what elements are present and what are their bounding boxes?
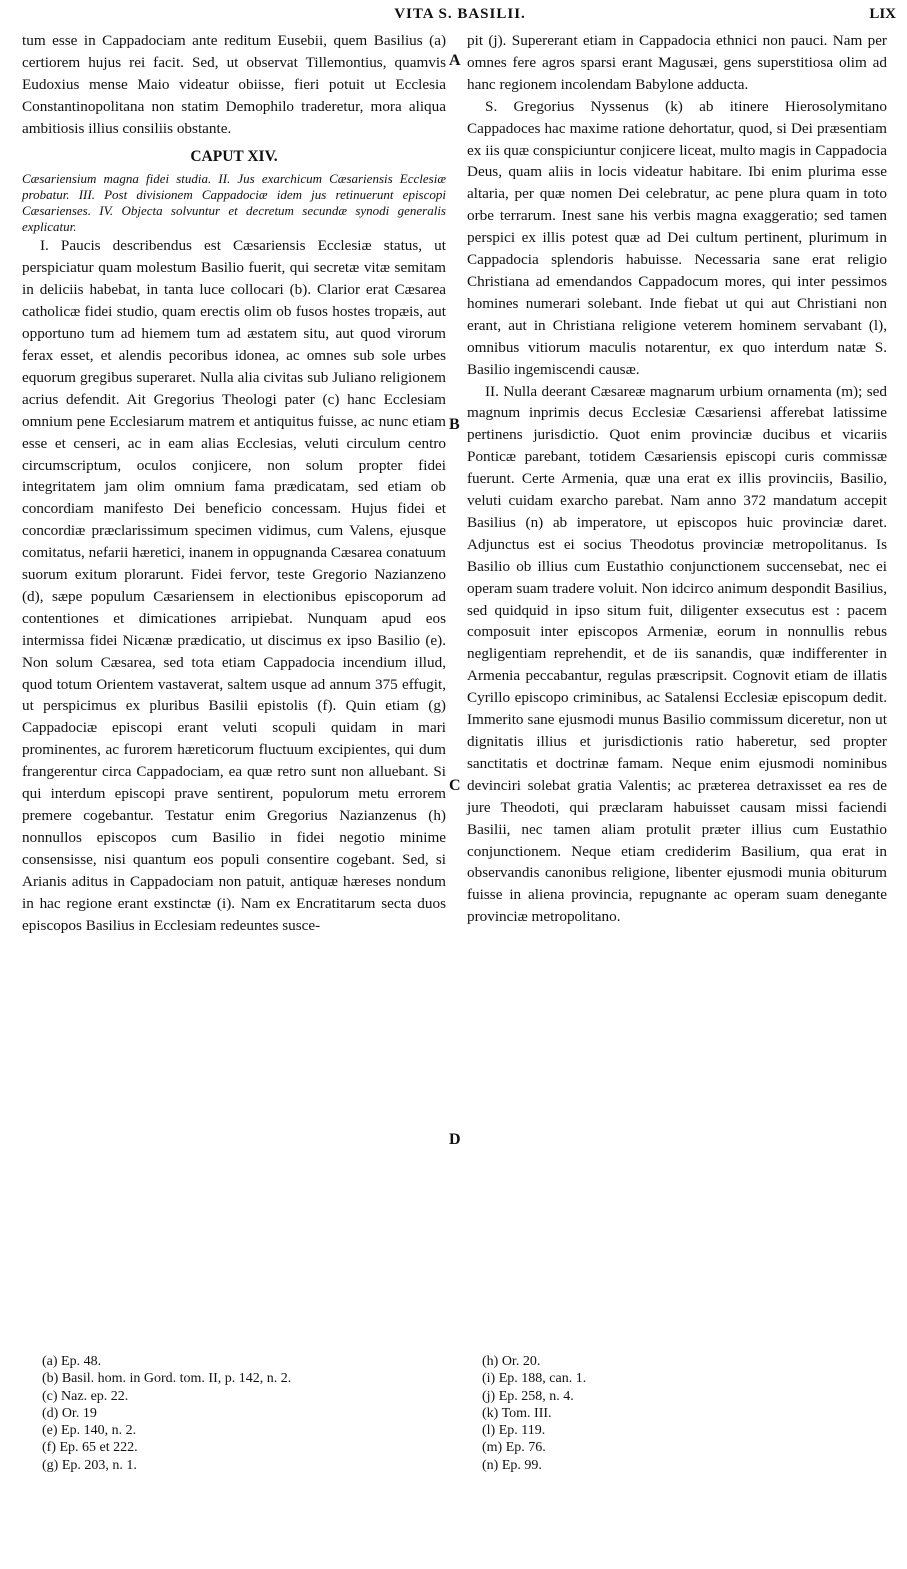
margin-letter-c: C — [449, 777, 461, 794]
footnote: (c) Naz. ep. 22. — [42, 1388, 129, 1404]
footnote: (f) Ep. 65 et 222. — [42, 1440, 138, 1456]
running-title: VITA S. BASILII. — [394, 6, 526, 22]
margin-letter-b: B — [449, 416, 460, 433]
footnotes-left — [42, 1353, 422, 1474]
footnote: (m) Ep. 76. — [482, 1440, 546, 1456]
footnote: (l) Ep. 119. — [482, 1423, 546, 1439]
right-column — [467, 30, 887, 928]
footnote: (h) Or. 20. — [482, 1354, 541, 1369]
margin-letter-a: A — [449, 52, 461, 69]
page-header — [22, 4, 898, 30]
left-paragraph-1: I. Paucis describendus est Cæsariensis Ecclesiæ status, ut perspiciatur quam molestum Basilio fuerit, qui secretæ vitæ semitam in deliciis habebat, in tanta luce collocari (b). Clarior erat Cæsarea catholicæ fidei studio, quam erectis olim ob fusos hostes tropæis, aut opportuno tum ad hiemem tum ad æstatem situ, aut quod virorum ferax esset, et alendis pecoribus idonea, ac omnes sub sole urbes equorum gregibus superaret. Nulla alia civitas sub Juliano religionem acrius defendit. Ait Gregorius Theologi pater (c) hanc Ecclesiam omnium pene Ecclesiarum matrem et antiquitus fuisse, ac nunc etiam esse et censeri, ac in eam alias Ecclesias, veluti circulum centro circumscriptum, oculos conjicere, non solum propter fidei integritatem jam olim omnium fama prædicatam, sed etiam ob concordiam manifesto Dei beneficio concessam. Hujus fidei et concordiæ præclarissimum specimen vidimus, cum Valens, ejusque comitatus, nefarii hæretici, inanem in oppugnanda Cæsarea conatuum suorum exitum plorarunt. Fidei fervor, teste Gregorio Nazianzeno (d), sæpe populum Cæsariensem in electionibus episcoporum ad contentiones et dimicationes arripiebat. Nunquam apud eos intermissa fidei Nicænæ prædicatio, ut discimus ex ipso Basilio (e). Non solum Cæsarea, sed tota etiam Cappadocia incendium illud, quod totum Orientem vastaverat, saltem usque ad annum 375 effugit, ut perspicimus ex pluribus Basilii epistolis (f). Quin etiam (g) Cappadociæ episcopi erant veluti scopuli quidam in mari prominentes, ac furorem hæreticorum fluctuum excipientes, qui dum frangerentur circa Cappadociam, ea quæ retro sunt non alluebant. Si qui interdum episcopi prave sentirent, populorum metu errorem premere cogebantur. Testatur enim Gregorius Nazianzenus (h) nonnullos episcopos cum Basilio in fidei negotio minime consensisse, nisi quantum eos populi consentire cogebant. Sed, si Arianis aditus in Cappadociam non patuit, antiquæ hæreses nondum in hac regione erant exstinctæ (i). Nam ex Encratitarum secta duos episcopos Basilius in Ecclesiam redeuntes susce- — [22, 237, 446, 934]
right-paragraph-1: S. Gregorius Nyssenus (k) ab itinere Hierosolymitano Cappadoces hac maxime ratione dehortatur, quod, si Dei præsentiam ex iis quæ conspiciuntur conjicere liceat, multo magis in Cappadocia Deus, quam aliis in locis videatur habitare. Ibi enim plurima esse altaria, per quæ nomen Dei celebratur, ac pene plura quam in toto orbe terrarum. Inest sane his verbis magna exaggeratio; sed tamen perspici ex illis potest quæ ad Dei cultum pertinent, plurimum in Cappadocia splendoris habuisse. Necessaria sane erat religio Christiana ad emendandos Cappadocum mores, qui inter pessimos homines numerari solebant. Inde fiebat ut qui aut Christiani non erant, aut in Christiana religione veterem hominem servabant (l), omnibus vitiorum maculis notarentur, ex quo interdum natæ S. Basilio ingemiscendi causæ. — [467, 97, 887, 378]
right-paragraph-2: II. Nulla deerant Cæsareæ magnarum urbium ornamenta (m); sed magnum inprimis decus Ecclesiæ Cæsariensi afferebat latissime pertinens jurisdictio. Quot enim provinciæ ducibus et vicariis Ponticæ parebant, totidem Cæsariensis episcopi curis commissæ fuerunt. Certe Armenia, quæ una erat ex illis provinciis, Basilio, veluti cuidam exarcho parebat. Nam anno 372 mandatum accepit Basilius (n) ab imperatore, ut episcopos huic provinciæ daret. Adjunctus est ei socius Theodotus provinciæ metropolitanus. Is Basilio ob illius cum Eustathio conjunctionem succensebat, nec ei operam suam tradere voluit. Non idcirco animum despondit Basilius, sed quidquid in ipso situm fuit, diligenter exsecutus est : pacem composuit inter episcopos Armeniæ, eorum in nonnullis rebus negligentiam reprehendit, et de iis sanandis, quæ indifferenter in Armenia peccabantur, regulas præscripsit. Cognovit etiam de illatis Cyrillo episcopo criminibus, ac Satalensi Ecclesiæ episcopum dedit. Immerito sane ejusmodi munus Basilio commissum diceretur, non ut dignitatis illius et jurisdictionis ratio haberetur, sed propter sanctitatis et doctrinæ famam. Neque enim ejusmodi nominibus devinciri solebat gratia Valentis; ac præterea detraxisset ea res de jure Theodoti, qui præclaram habuisset causam missi faciendi Basilii, nec tamen aliam protulit præter illius cum Eustathio conjunctionem. Neque etiam crediderim Basilium, qua erat in observandis canonibus religione, libenter ejusmodi munia obiturum fuisse in aliena provincia, repugnante ac operam suam denegante provinciæ metropolitano. — [467, 382, 887, 926]
chapter-title: CAPUT XIV. — [190, 147, 278, 165]
margin-letter-d: D — [449, 1131, 461, 1148]
left-column — [22, 30, 446, 936]
footnote: (j) Ep. 258, n. 4. — [482, 1388, 574, 1404]
footnote: (i) Ep. 188, can. 1. — [482, 1371, 587, 1387]
footnote: (b) Basil. hom. in Gord. tom. II, p. 142, n. 2. — [42, 1371, 292, 1387]
right-paragraph-0: pit (j). Supererant etiam in Cappadocia ethnici non pauci. Nam per omnes fere agros sparsi erant Magusæi, gens superstitiosa olim ad hanc regionem incolendam Babylone adducta. — [467, 32, 887, 93]
footnotes-right — [482, 1353, 862, 1474]
footnote: (g) Ep. 203, n. 1. — [42, 1457, 137, 1473]
footnote: (k) Tom. III. — [482, 1405, 552, 1421]
left-paragraph-0: tum esse in Cappadociam ante reditum Eusebii, quem Basilius (a) certiorem hujus rei facit. Sed, ut observat Tillemontius, quamvis Eudoxius mense Maio videatur obiisse, fieri potuit ut Ecclesia Constantinopolitana non statim Demophilo traderetur, mora aliqua ambitiosis illius consiliis obstante. — [22, 32, 446, 137]
footnote: (e) Ep. 140, n. 2. — [42, 1423, 137, 1439]
page-number: LIX — [869, 6, 896, 22]
footnote: (d) Or. 19 — [42, 1405, 97, 1421]
footnote: (a) Ep. 48. — [42, 1354, 102, 1369]
footnote: (n) Ep. 99. — [482, 1457, 542, 1473]
chapter-summary: Cæsariensium magna fidei studia. II. Jus exarchicum Cæsariensis Ecclesiæ probatur. III. Post divisionem Cappadociæ idem jus retinuerunt episcopi Cæsarienses. IV. Objecta solvuntur et decretum secundæ synodi generalis explicatur. — [22, 171, 446, 235]
